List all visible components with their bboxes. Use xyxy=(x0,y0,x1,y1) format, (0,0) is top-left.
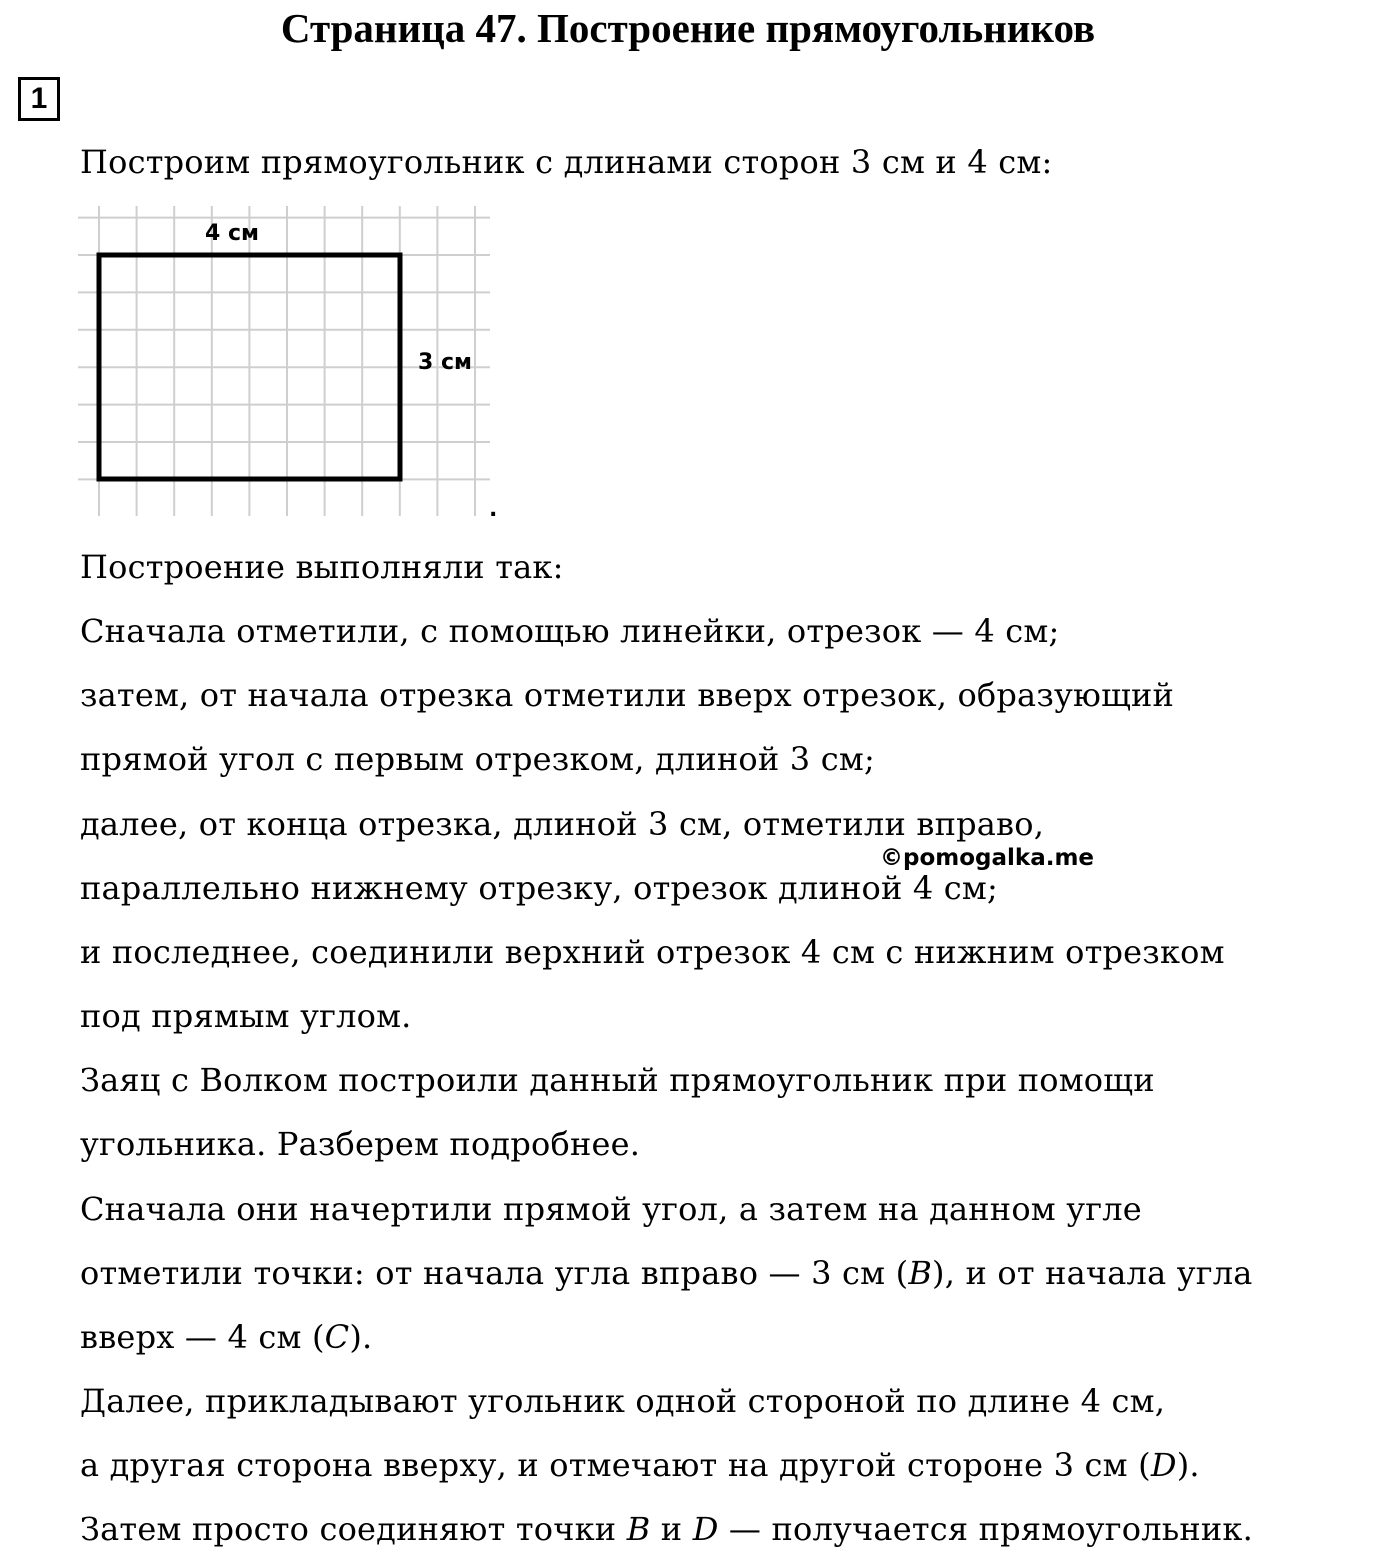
text-line-16 xyxy=(80,1509,1253,1549)
text-line-5: далее, от конца отрезка, длиной 3 см, отметили вправо, xyxy=(80,805,1045,843)
text-line-14: Далее, прикладывают угольник одной стороной по длине 4 см, xyxy=(80,1382,1166,1420)
rectangle-figure xyxy=(78,206,502,522)
point-d-label: D xyxy=(1150,1446,1177,1484)
text-line-11: Сначала они начертили прямой угол, а затем на данном угле xyxy=(80,1190,1142,1228)
top-side-label: 4 см xyxy=(205,221,259,246)
text-line-3: затем, от начала отрезка отметили вверх отрезок, образующий xyxy=(80,676,1175,714)
text-line-2: Сначала отметили, с помощью линейки, отрезок — 4 см; xyxy=(80,612,1060,650)
text-line-10: угольника. Разберем подробнее. xyxy=(80,1125,641,1163)
text-line-13-part-1: вверх — 4 см ( xyxy=(80,1318,325,1356)
right-side-label: 3 см xyxy=(418,350,472,375)
text-line-16-part-3: и xyxy=(650,1510,693,1548)
text-line-12 xyxy=(80,1253,1253,1293)
grid-drawing xyxy=(78,206,502,522)
text-line-15-part-1: а другая сторона вверху, и отмечают на другой стороне 3 см ( xyxy=(80,1446,1151,1484)
trailing-mark: . xyxy=(489,497,498,522)
page-title: Страница 47. Построение прямоугольников xyxy=(280,5,1096,51)
text-line-12-part-3: ), и от начала угла xyxy=(932,1254,1253,1292)
text-line-15 xyxy=(80,1445,1200,1485)
point-b-ref: B xyxy=(626,1510,651,1548)
text-line-15-part-3: ). xyxy=(1176,1446,1200,1484)
text-line-13 xyxy=(80,1317,372,1357)
text-line-9: Заяц с Волком построили данный прямоугольник при помощи xyxy=(80,1061,1155,1099)
text-line-6: параллельно нижнему отрезку, отрезок длиной 4 см; xyxy=(80,869,999,907)
watermark-text: ©pomogalka.me xyxy=(880,845,1095,871)
task-number-box: 1 xyxy=(18,77,60,121)
text-line-16-part-1: Затем просто соединяют точки xyxy=(80,1510,627,1548)
text-line-12-part-1: отметили точки: от начала угла вправо — 3 см ( xyxy=(80,1254,909,1292)
text-line-1: Построение выполняли так: xyxy=(80,548,564,586)
text-line-8: под прямым углом. xyxy=(80,997,412,1035)
point-d-ref: D xyxy=(692,1510,719,1548)
point-b-label: B xyxy=(908,1254,933,1292)
text-line-7: и последнее, соединили верхний отрезок 4 см с нижним отрезком xyxy=(80,933,1225,971)
point-c-label: C xyxy=(324,1318,350,1356)
text-line-13-part-3: ). xyxy=(349,1318,373,1356)
text-line-16-part-5: — получается прямоугольник. xyxy=(718,1510,1254,1548)
text-line-4: прямой угол с первым отрезком, длиной 3 см; xyxy=(80,740,875,778)
intro-text: Построим прямоугольник с длинами сторон 3 см и 4 см: xyxy=(80,143,1053,181)
